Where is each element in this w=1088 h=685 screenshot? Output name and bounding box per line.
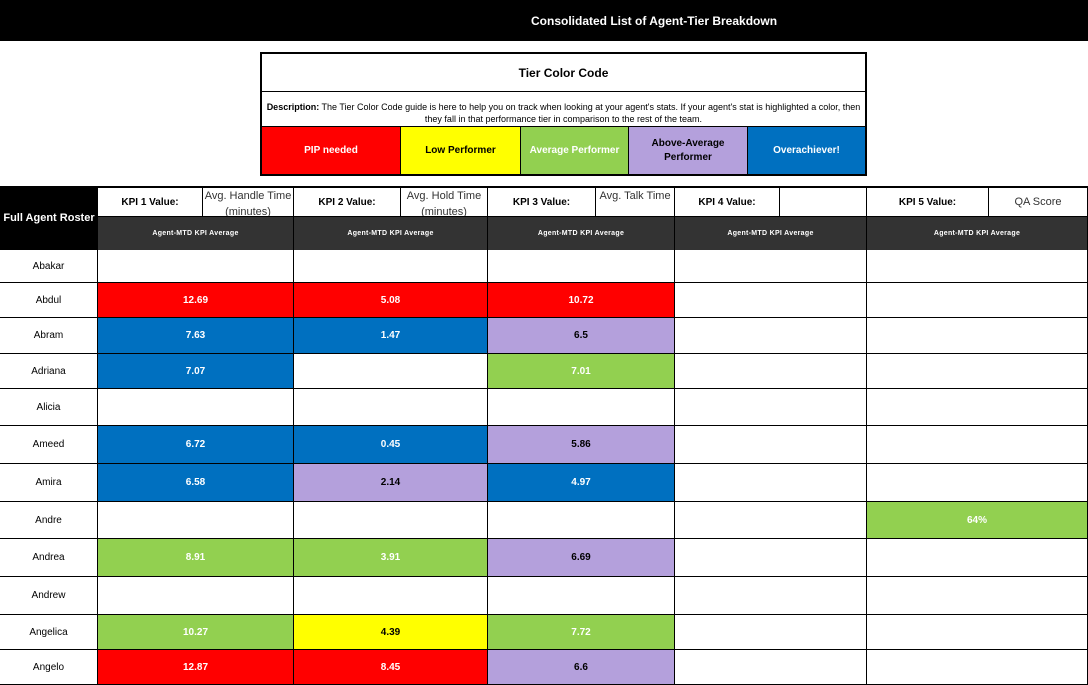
kpi-2-value-cell[interactable]: 5.08 bbox=[294, 283, 488, 318]
agent-name-cell[interactable]: Angelo bbox=[0, 650, 98, 685]
table-row bbox=[0, 318, 1088, 354]
kpi-label: KPI 2 Value: bbox=[318, 196, 376, 208]
kpi-1-value-cell[interactable] bbox=[98, 389, 294, 426]
tier-swatch-low[interactable] bbox=[401, 127, 521, 174]
kpi-label: KPI 1 Value: bbox=[121, 196, 179, 208]
table-row bbox=[0, 426, 1088, 464]
kpi-2-value-cell[interactable]: 0.45 bbox=[294, 426, 488, 464]
kpi-4-value-cell[interactable] bbox=[675, 615, 867, 650]
agent-name-cell[interactable]: Ameed bbox=[0, 426, 98, 464]
kpi-3-value-cell[interactable]: 7.72 bbox=[488, 615, 675, 650]
kpi-4-subheader: Agent-MTD KPI Average bbox=[675, 217, 867, 250]
table-row bbox=[0, 250, 1088, 283]
kpi-3-value-cell[interactable] bbox=[488, 250, 675, 283]
sheet-title: Consolidated List of Agent-Tier Breakdown bbox=[531, 14, 778, 28]
kpi-value-name[interactable]: Avg. Hold Time (minutes) bbox=[400, 188, 487, 216]
tier-swatch-label: Overachiever! bbox=[773, 144, 840, 156]
roster-header[interactable] bbox=[0, 186, 98, 250]
kpi-2-value-cell[interactable]: 1.47 bbox=[294, 318, 488, 354]
kpi-1-value-cell[interactable]: 6.72 bbox=[98, 426, 294, 464]
legend-title: Tier Color Code bbox=[262, 54, 865, 92]
kpi-label: KPI 5 Value: bbox=[898, 196, 957, 208]
kpi-5-value-cell[interactable] bbox=[867, 426, 1088, 464]
kpi-3-value-cell[interactable]: 6.69 bbox=[488, 539, 675, 577]
table-row bbox=[0, 650, 1088, 685]
kpi-5-value-cell[interactable] bbox=[867, 539, 1088, 577]
kpi-value-name[interactable]: Avg. Handle Time (minutes) bbox=[202, 188, 293, 216]
kpi-label: KPI 4 Value: bbox=[698, 196, 756, 208]
kpi-4-value-cell[interactable] bbox=[675, 250, 867, 283]
tier-swatch-label: Above-Average Performer bbox=[651, 137, 725, 163]
kpi-5-value-cell[interactable] bbox=[867, 615, 1088, 650]
kpi-5-value-cell[interactable] bbox=[867, 577, 1088, 615]
kpi-label: KPI 3 Value: bbox=[512, 196, 571, 208]
tier-swatch-label: Low Performer bbox=[425, 144, 496, 156]
legend-swatches bbox=[262, 126, 865, 174]
kpi-3-header[interactable] bbox=[488, 186, 675, 217]
kpi-3-value-cell[interactable] bbox=[488, 577, 675, 615]
legend-description-text: The Tier Color Code guide is here to help you on track when looking at your agent's stats. If your agent's stat is highlighted a color, then they fall in that performance tier in comparison to the rest of the team. bbox=[321, 102, 861, 124]
legend-description bbox=[262, 92, 865, 126]
kpi-value-name[interactable]: QA Score bbox=[988, 188, 1087, 216]
kpi-1-value-cell[interactable]: 10.27 bbox=[98, 615, 294, 650]
kpi-1-value-cell[interactable]: 12.87 bbox=[98, 650, 294, 685]
kpi-value-name[interactable] bbox=[779, 188, 866, 216]
agent-name-cell[interactable]: Andrea bbox=[0, 539, 98, 577]
kpi-3-value-cell[interactable]: 10.72 bbox=[488, 283, 675, 318]
agent-name-cell[interactable]: Abakar bbox=[0, 250, 98, 283]
kpi-1-value-cell[interactable] bbox=[98, 250, 294, 283]
tier-swatch-label: Average Performer bbox=[529, 144, 620, 156]
table-row bbox=[0, 354, 1088, 389]
kpi-1-value-cell[interactable]: 8.91 bbox=[98, 539, 294, 577]
kpi-1-subheader: Agent-MTD KPI Average bbox=[98, 217, 294, 250]
legend-description-label: Description: bbox=[266, 102, 320, 112]
kpi-5-value-cell[interactable] bbox=[867, 650, 1088, 685]
kpi-1-value-cell[interactable]: 7.07 bbox=[98, 354, 294, 389]
kpi-3-value-cell[interactable]: 4.97 bbox=[488, 464, 675, 502]
kpi-2-value-cell[interactable] bbox=[294, 354, 488, 389]
kpi-1-value-cell[interactable]: 7.63 bbox=[98, 318, 294, 354]
kpi-1-value-cell[interactable]: 12.69 bbox=[98, 283, 294, 318]
agent-name-cell[interactable]: Amira bbox=[0, 464, 98, 502]
kpi-5-value-cell[interactable] bbox=[867, 318, 1088, 354]
kpi-4-value-cell[interactable] bbox=[675, 577, 867, 615]
kpi-3-value-cell[interactable] bbox=[488, 389, 675, 426]
kpi-value-name[interactable]: Avg. Talk Time bbox=[595, 188, 674, 216]
kpi-5-value-cell[interactable] bbox=[867, 389, 1088, 426]
agent-name-cell[interactable]: Andre bbox=[0, 502, 98, 539]
kpi-3-value-cell[interactable]: 6.6 bbox=[488, 650, 675, 685]
tier-swatch-label: PIP needed bbox=[304, 144, 358, 156]
kpi-5-subheader: Agent-MTD KPI Average bbox=[867, 217, 1088, 250]
agent-name-cell[interactable]: Alicia bbox=[0, 389, 98, 426]
table-row bbox=[0, 389, 1088, 426]
kpi-2-value-cell[interactable]: 8.45 bbox=[294, 650, 488, 685]
kpi-2-value-cell[interactable]: 2.14 bbox=[294, 464, 488, 502]
kpi-4-value-cell[interactable] bbox=[675, 464, 867, 502]
roster-header-label: Full Agent Roster bbox=[3, 212, 95, 224]
agent-name-cell[interactable]: Angelica bbox=[0, 615, 98, 650]
kpi-3-value-cell[interactable]: 5.86 bbox=[488, 426, 675, 464]
kpi-4-value-cell[interactable] bbox=[675, 318, 867, 354]
kpi-5-header[interactable] bbox=[867, 186, 1088, 217]
agent-name-cell[interactable]: Abram bbox=[0, 318, 98, 354]
tier-swatch-above-average[interactable] bbox=[629, 127, 748, 174]
kpi-4-value-cell[interactable] bbox=[675, 539, 867, 577]
kpi-2-value-cell[interactable]: 4.39 bbox=[294, 615, 488, 650]
kpi-5-value-cell[interactable] bbox=[867, 464, 1088, 502]
table-row bbox=[0, 577, 1088, 615]
kpi-1-value-cell[interactable] bbox=[98, 502, 294, 539]
kpi-3-value-cell[interactable]: 7.01 bbox=[488, 354, 675, 389]
kpi-2-value-cell[interactable] bbox=[294, 389, 488, 426]
kpi-4-value-cell[interactable] bbox=[675, 502, 867, 539]
kpi-4-value-cell[interactable] bbox=[675, 389, 867, 426]
tier-swatch-average[interactable] bbox=[521, 127, 629, 174]
kpi-1-header[interactable] bbox=[98, 186, 294, 217]
kpi-2-value-cell[interactable] bbox=[294, 577, 488, 615]
table-row bbox=[0, 464, 1088, 502]
kpi-3-value-cell[interactable] bbox=[488, 502, 675, 539]
kpi-2-value-cell[interactable] bbox=[294, 250, 488, 283]
tier-swatch-pip[interactable] bbox=[262, 127, 401, 174]
kpi-2-header[interactable] bbox=[294, 186, 488, 217]
kpi-3-subheader: Agent-MTD KPI Average bbox=[488, 217, 675, 250]
agent-name-cell[interactable]: Abdul bbox=[0, 283, 98, 318]
kpi-3-value-cell[interactable]: 6.5 bbox=[488, 318, 675, 354]
kpi-5-value-cell[interactable] bbox=[867, 250, 1088, 283]
kpi-4-header[interactable] bbox=[675, 186, 867, 217]
kpi-5-value-cell[interactable] bbox=[867, 354, 1088, 389]
table-row bbox=[0, 539, 1088, 577]
agent-name-cell[interactable]: Adriana bbox=[0, 354, 98, 389]
kpi-2-value-cell[interactable] bbox=[294, 502, 488, 539]
table-row bbox=[0, 283, 1088, 318]
kpi-4-value-cell[interactable] bbox=[675, 650, 867, 685]
agent-name-cell[interactable]: Andrew bbox=[0, 577, 98, 615]
kpi-5-value-cell[interactable] bbox=[867, 283, 1088, 318]
kpi-1-value-cell[interactable] bbox=[98, 577, 294, 615]
kpi-2-value-cell[interactable]: 3.91 bbox=[294, 539, 488, 577]
kpi-4-value-cell[interactable] bbox=[675, 426, 867, 464]
kpi-4-value-cell[interactable] bbox=[675, 283, 867, 318]
kpi-2-subheader: Agent-MTD KPI Average bbox=[294, 217, 488, 250]
kpi-5-value-cell[interactable]: 64% bbox=[867, 502, 1088, 539]
kpi-4-value-cell[interactable] bbox=[675, 354, 867, 389]
kpi-1-value-cell[interactable]: 6.58 bbox=[98, 464, 294, 502]
tier-swatch-overachiever[interactable] bbox=[748, 127, 865, 174]
sheet-title-bar bbox=[0, 0, 1088, 41]
table-row bbox=[0, 502, 1088, 539]
tier-color-legend bbox=[260, 52, 867, 176]
table-row bbox=[0, 615, 1088, 650]
